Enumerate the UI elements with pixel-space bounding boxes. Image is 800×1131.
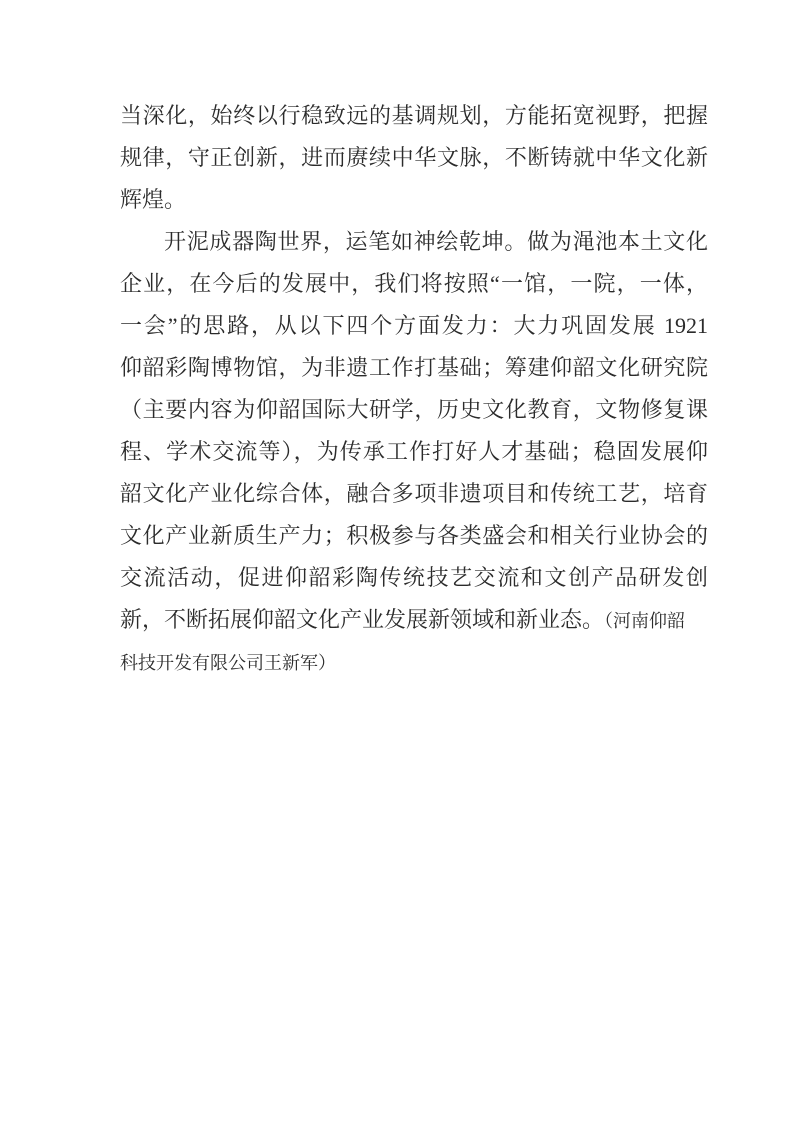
text-line: 韶文化产业化综合体，融合多项非遗项目和传统工艺，培育 [120,481,708,506]
text-line: 规律，守正创新，进而赓续中华文脉，不断铸就中华文化新 [120,145,708,170]
text-line: 文化产业新质生产力；积极参与各类盛会和相关行业协会的 [120,523,708,548]
paragraph-end-line: 辉煌。 [120,187,187,212]
text-segment: 新，不断拓展仰韶文化产业发展新领域和新业态。 [120,607,605,632]
text-line: 程、学术交流等），为传承工作打好人才基础；稳固发展仰 [120,439,708,464]
text-line-with-attribution [120,599,708,642]
attribution-end-line: 科技开发有限公司王新军） [120,653,336,673]
document-body [120,95,708,684]
text-line: 当深化，始终以行稳致远的基调规划，方能拓宽视野，把握 [120,103,708,128]
text-line: 一会”的思路，从以下四个方面发力：大力巩固发展 1921 [120,313,708,338]
text-line: （主要内容为仰韶国际大研学，历史文化教育，文物修复课 [120,397,708,422]
attribution-start: （河南仰韶 [604,611,686,631]
text-line: 交流活动，促进仰韶彩陶传统技艺交流和文创产品研发创 [120,565,708,590]
text-line: 仰韶彩陶博物馆，为非遗工作打基础；筹建仰韶文化研究院 [120,355,708,380]
text-line: 企业，在今后的发展中，我们将按照“一馆，一院，一体， [120,271,708,296]
paragraph-start-line: 开泥成器陶世界，运笔如神绘乾坤。做为渑池本土文化 [164,229,708,254]
